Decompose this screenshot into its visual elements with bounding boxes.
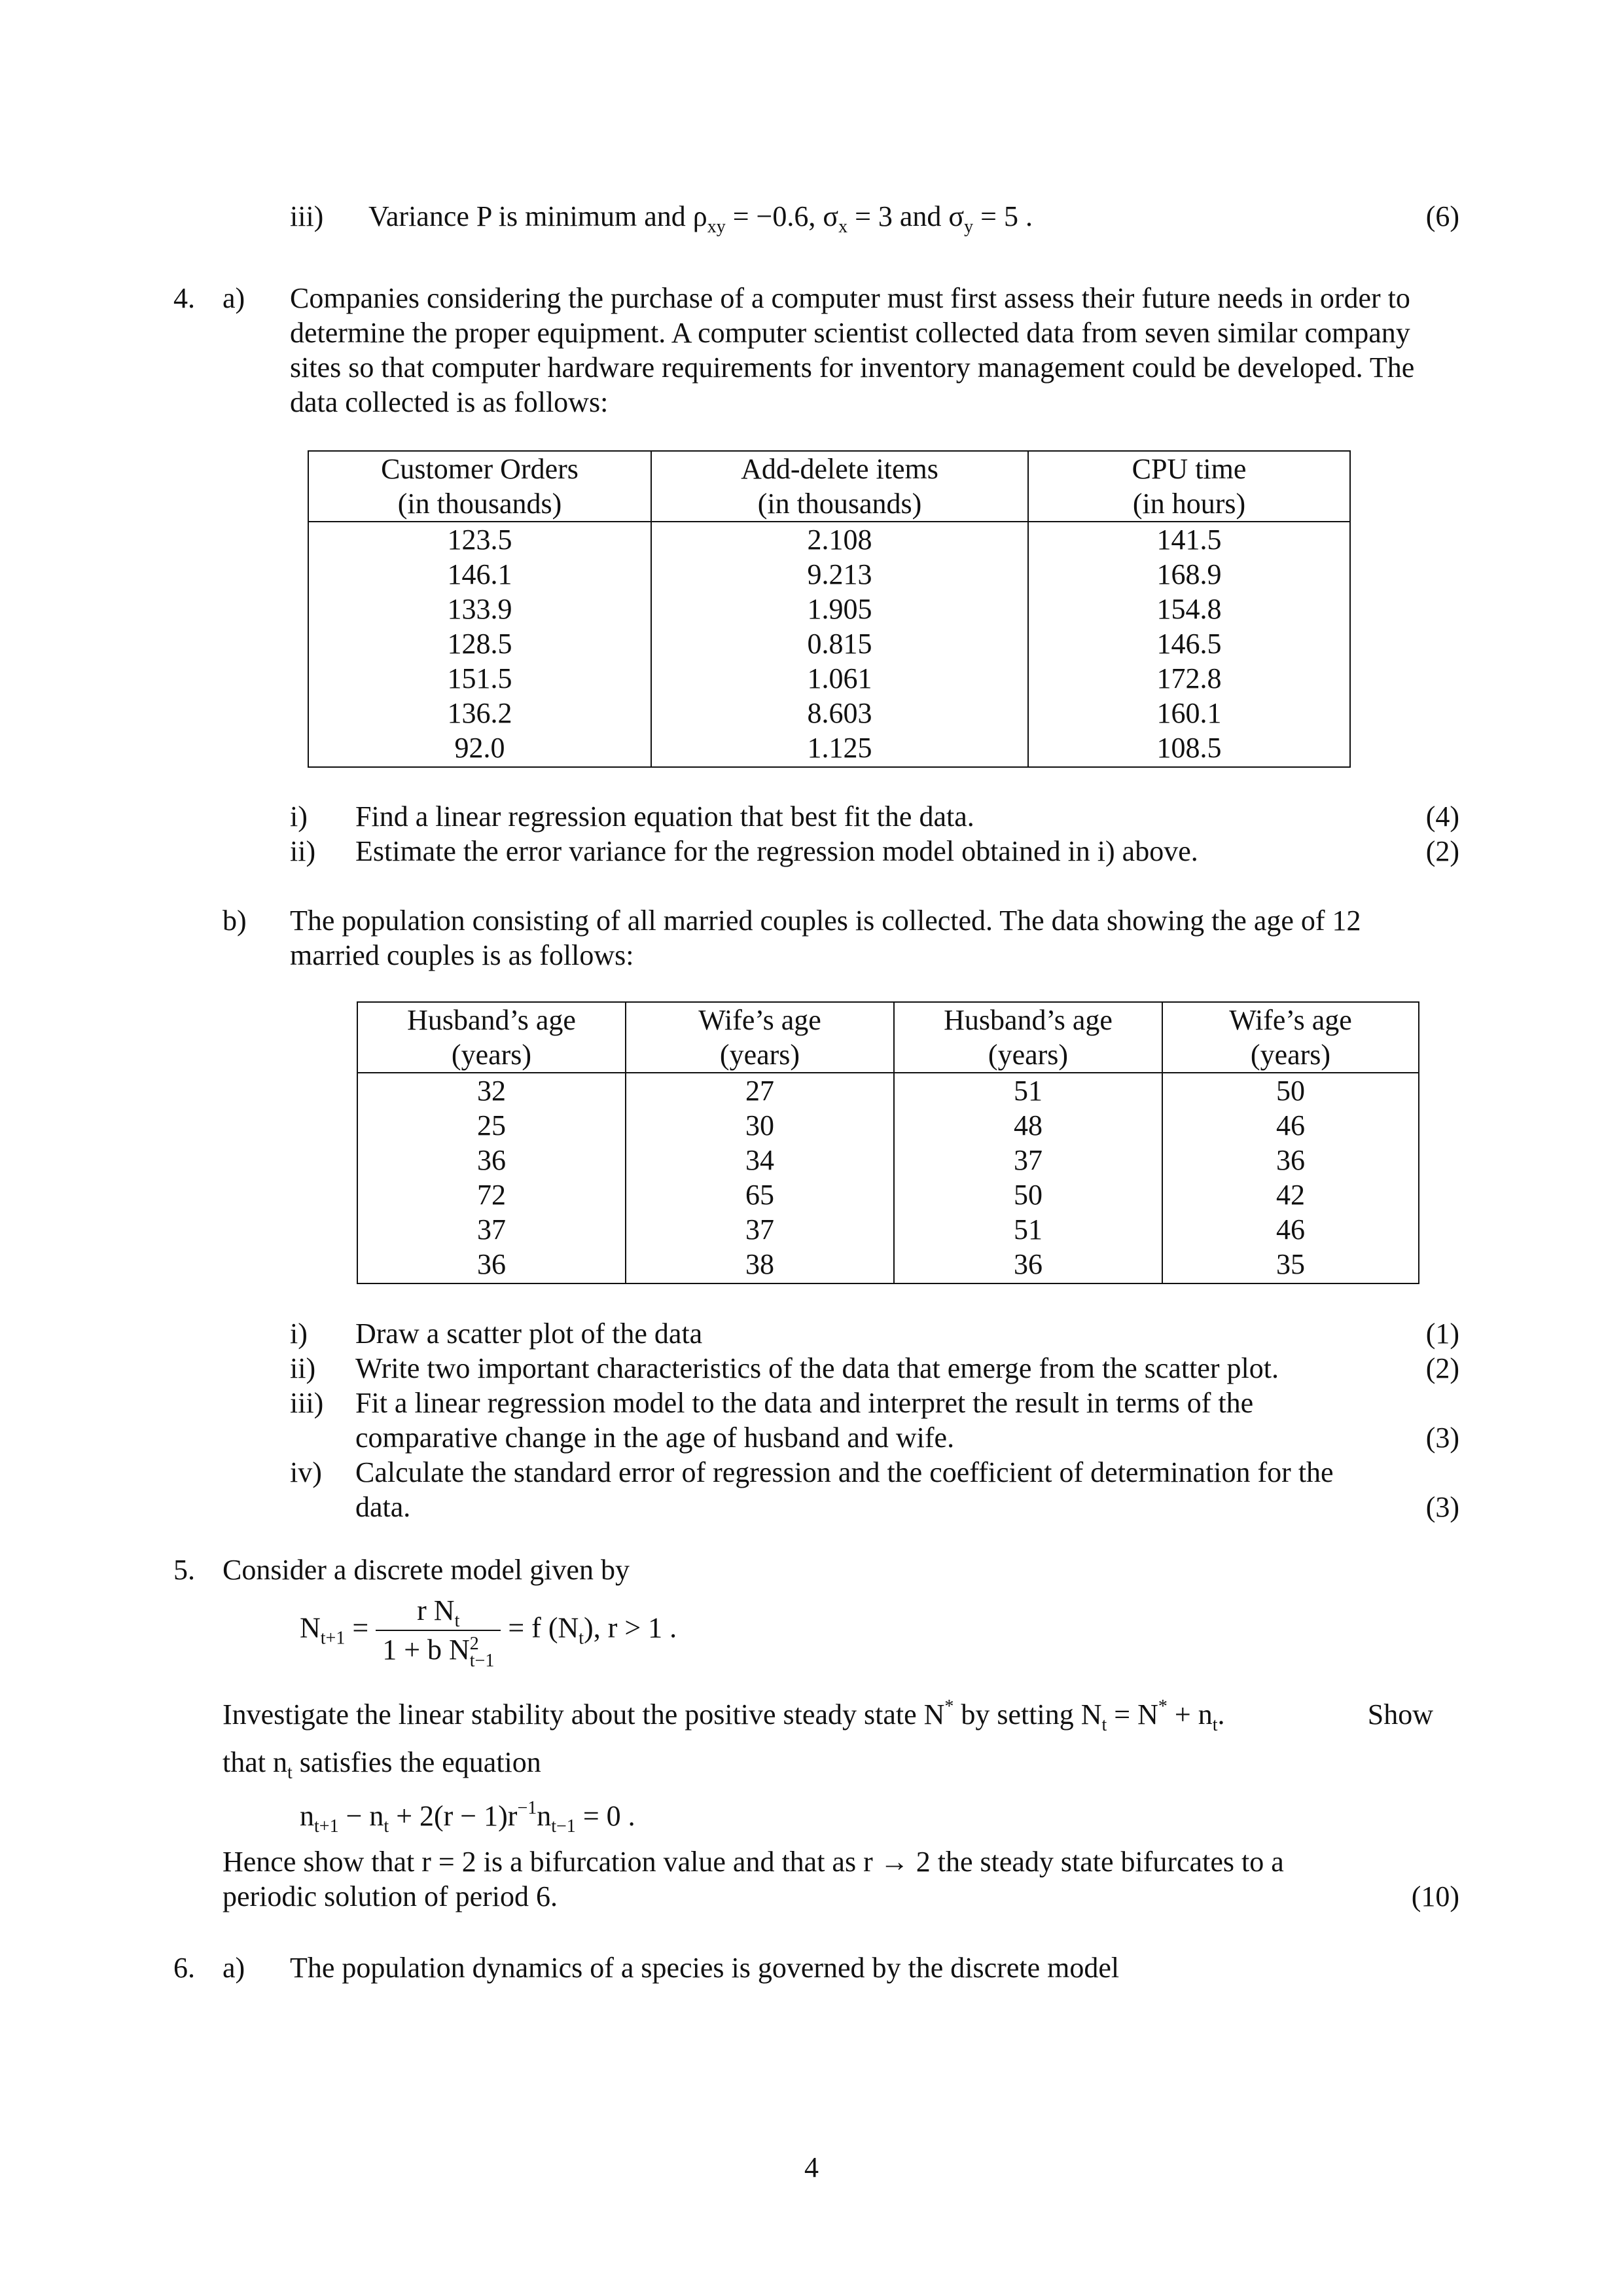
q4b-i-text: Draw a scatter plot of the data <box>355 1318 703 1350</box>
q4a-ii-label: ii) <box>290 835 316 867</box>
ages-table-column-1: 32 25 36 72 37 36 <box>357 1073 626 1283</box>
q5-line-2: Investigate the linear stability about the positive steady state N* by setting $N_t = N^* + n_t$. <box>223 1696 1225 1735</box>
cpu-table-header-1: Customer Orders (in thousands) <box>308 451 651 522</box>
q5-show-word: Show <box>1367 1698 1433 1731</box>
ages-table-column-3: 51 48 37 50 51 36 <box>894 1073 1162 1283</box>
q5-line-5: periodic solution of period 6. <box>223 1880 558 1912</box>
eq1-rhs-end: ), r > 1 . <box>584 1611 677 1644</box>
r-tends-to-2: r → 2 <box>863 1846 931 1878</box>
cpu-table-header-2: Add-delete items (in thousands) <box>651 451 1028 522</box>
q4-number: 4. <box>173 282 195 314</box>
ages-table-header-1: Husband’s age (years) <box>357 1002 626 1073</box>
cpu-table-column-1: 123.5 146.1 133.9 128.5 151.5 136.2 92.0 <box>308 522 651 767</box>
sigma-y-symbol: σ <box>948 200 965 232</box>
substitution: $N_t = N^* + n_t$. <box>1080 1696 1225 1735</box>
ages-table-header-2: Wife’s age (years) <box>626 1002 894 1073</box>
eq1-lhs: N <box>300 1611 321 1644</box>
q6a-text: The population dynamics of a species is governed by the discrete model <box>290 1952 1120 1984</box>
q4b-iii-marks: (3) <box>1425 1422 1459 1454</box>
q4a-i-marks: (4) <box>1425 800 1459 833</box>
q6a-label: a) <box>223 1952 245 1984</box>
q4b-ii-marks: (2) <box>1425 1352 1459 1384</box>
q4b-iv-label: iv) <box>290 1456 322 1488</box>
ages-table-column-2: 27 30 34 65 37 38 <box>626 1073 894 1283</box>
eq1-denominator: 1 + b N 2 t−1 <box>382 1633 495 1671</box>
q4b-text: The population consisting of all married couples is collected. The data showing the age of 12 married couples is as follows: <box>290 905 1361 971</box>
rho-symbol: ρ <box>692 200 707 232</box>
q4a-label: a) <box>223 282 245 314</box>
q4b-label: b) <box>223 905 247 937</box>
eq1-equals: = <box>352 1611 369 1644</box>
eq1-lhs-subscript: t+1 <box>320 1628 346 1649</box>
ages-table-header-3: Husband’s age (years) <box>894 1002 1162 1073</box>
r-equals-2: r = 2 <box>421 1846 476 1878</box>
sigma-x-subscript: x <box>838 217 848 237</box>
q4b-i-label: i) <box>290 1318 308 1350</box>
cpu-data-table <box>308 450 1351 768</box>
eq1-numerator: r $N_t$ <box>376 1592 501 1631</box>
q4b-iv-marks: (3) <box>1425 1491 1459 1523</box>
eq1-fraction <box>376 1592 501 1670</box>
eq1-rhs-subscript: t <box>579 1628 584 1649</box>
cpu-table-header-3: CPU time (in hours) <box>1028 451 1350 522</box>
q6-number: 6. <box>173 1952 195 1984</box>
eq1-rhs: = f (N <box>508 1611 579 1644</box>
q4b-iv-text: Calculate the standard error of regression and the coefficient of determination for the data. <box>355 1456 1334 1523</box>
q4a-ii-marks: (2) <box>1425 835 1459 867</box>
page-number: 4 <box>804 2151 819 2183</box>
sigma-y-value: = 5 . <box>980 200 1033 232</box>
q5-number: 5. <box>173 1554 195 1586</box>
q3-iii-prefix: Variance P is minimum and <box>368 200 686 232</box>
q5-marks: (10) <box>1411 1880 1459 1912</box>
rho-subscript: xy <box>707 217 726 237</box>
sigma-x-symbol: σ <box>823 200 839 232</box>
q4b-iii-text: Fit a linear regression model to the data and interpret the result in terms of the comparative change in the age of husband and wife. <box>355 1387 1254 1454</box>
cpu-table-column-3: 141.5 168.9 154.8 146.5 172.8 160.1 108.5 <box>1028 522 1350 767</box>
q4a-ii-text: Estimate the error variance for the regression model obtained in i) above. <box>355 835 1198 867</box>
q4a-text: Companies considering the purchase of a computer must first assess their future needs in order to determine the proper equipment. A computer scientist collected data from seven similar company sites so that computer hardware requirements for inventory management could be developed. The data collected is as follows: <box>290 282 1415 418</box>
q5-line-3: that $n_t$ satisfies the equation <box>223 1746 541 1783</box>
sigma-y-subscript: y <box>964 217 974 237</box>
q3-iii-text <box>368 199 1033 237</box>
ages-table-column-4: 50 46 36 42 46 35 <box>1162 1073 1419 1283</box>
and-word: and <box>899 200 942 232</box>
q3-iii-marks: (6) <box>1425 200 1459 232</box>
q4b-ii-text: Write two important characteristics of the data that emerge from the scatter plot. <box>355 1352 1279 1384</box>
q4b-i-marks: (1) <box>1425 1318 1459 1350</box>
n-t: $n_t$ <box>272 1746 293 1783</box>
cpu-table-column-2: 2.108 9.213 1.905 0.815 1.061 8.603 1.125 <box>651 522 1028 767</box>
q3-iii-label: iii) <box>290 200 324 232</box>
q4a-i-label: i) <box>290 800 308 833</box>
q5-line-4: Hence show that r = 2 is a bifurcation value and that as r → 2 the steady state bifurcates to a <box>223 1846 1284 1878</box>
q4b-ii-label: ii) <box>290 1352 316 1384</box>
q5-intro: Consider a discrete model given by <box>223 1554 630 1586</box>
n-star: N* <box>923 1696 954 1731</box>
rho-value: = −0.6, <box>732 200 816 232</box>
ages-table-header-4: Wife’s age (years) <box>1162 1002 1419 1073</box>
ages-data-table <box>357 1001 1419 1284</box>
q5-equation-1 <box>300 1592 677 1670</box>
q4a-i-text: Find a linear regression equation that best fit the data. <box>355 800 974 833</box>
q5-equation-2: $n_{t+1} - n_t + 2(r - 1)r^{-1}n_{t-1} = 0$ . <box>300 1798 635 1837</box>
sigma-x-value: = 3 <box>855 200 893 232</box>
q4b-iii-label: iii) <box>290 1387 324 1419</box>
